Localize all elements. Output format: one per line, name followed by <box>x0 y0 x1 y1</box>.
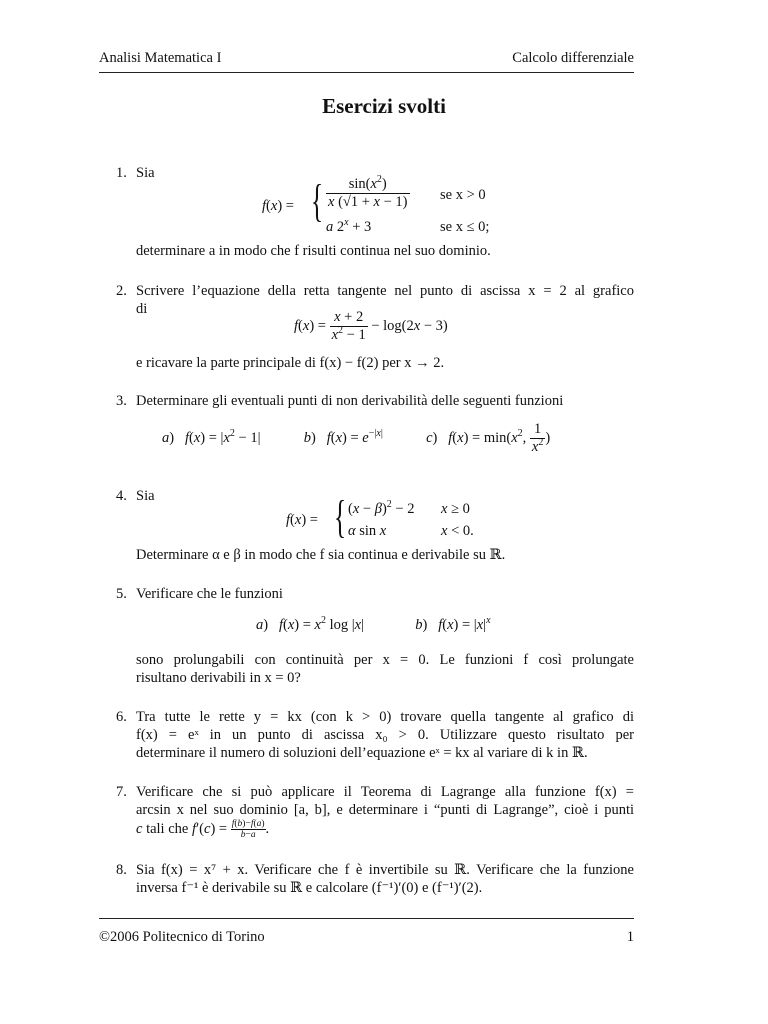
exercise-1-text: determinare a in modo che f risulti continua nel suo dominio. <box>136 243 491 259</box>
exercise-7-number: 7. <box>116 784 127 800</box>
exercise-1-case2-condition: se x ≤ 0; <box>440 219 490 235</box>
header-right: Calcolo differenziale <box>512 50 634 66</box>
exercise-2-line1: Scrivere l’equazione della retta tangente nel punto di ascissa x = 2 al grafico <box>136 283 634 299</box>
exercise-2-formula: f(x) = $\frac{x + 2}{x^2 - 1}$ − log(2x − 3) <box>294 309 448 343</box>
exercise-6-line3: determinare il numero di soluzioni dell’equazione eˣ = kx al variare di k in ℝ. <box>136 745 588 761</box>
page-title: Esercizi svolti <box>322 94 446 118</box>
exercise-4-number: 4. <box>116 488 127 504</box>
exercise-7-line1: Verificare che si può applicare il Teorema di Lagrange alla funzione f(x) = <box>136 784 634 800</box>
exercise-5-line2: sono prolungabili con continuità per x = 0. Le funzioni f così prolungate <box>136 652 634 668</box>
exercise-4-text: Determinare α e β in modo che f sia continua e derivabile su ℝ. <box>136 547 506 563</box>
exercise-8-line2: inversa f⁻¹ è derivabile su ℝ e calcolare (f⁻¹)′(0) e (f⁻¹)′(2). <box>136 880 483 896</box>
exercise-5-line1: Verificare che le funzioni <box>136 586 283 602</box>
exercise-4-intro: Sia <box>136 488 155 504</box>
exercise-7-line3: c tali che f′(c) = $\frac{f(b)-f(a)}{b-a}$ . <box>136 819 270 840</box>
exercise-5-number: 5. <box>116 586 127 602</box>
exercise-5-formulas: a) $f(x) = x^2$ log |x| b) $f(x) = |x|^x$ <box>256 615 491 633</box>
exercise-3-line1: Determinare gli eventuali punti di non derivabilità delle seguenti funzioni <box>136 393 564 409</box>
exercise-1-number: 1. <box>116 165 127 181</box>
footer-left: ©2006 Politecnico di Torino <box>99 929 265 945</box>
header-left: Analisi Matematica I <box>99 50 222 66</box>
exercise-3-formulas: a) $f(x) = |x^2 - 1|$ b) $f(x) = e^{-|x|}$ c) $f(x) = \min(x^2$, $\frac{1}{x^2}$ ) <box>162 421 551 455</box>
exercise-6-number: 6. <box>116 709 127 725</box>
exercise-1-intro: Sia <box>136 165 155 181</box>
exercise-8-line1: Sia f(x) = x⁷ + x. Verificare che f è invertibile su ℝ. Verificare che la funzione <box>136 862 634 878</box>
exercise-7-line2: arcsin x nel suo dominio [a, b], e determinare i “punti di Lagrange”, cioè i punti <box>136 802 634 818</box>
exercise-5-line3: risultano derivabili in x = 0? <box>136 670 301 686</box>
exercise-8-number: 8. <box>116 862 127 878</box>
exercise-6-line2: f(x) = eˣ in un punto di ascissa x₀ > 0. Utilizzare questo risultato per <box>136 727 634 743</box>
exercise-2-line3: e ricavare la parte principale di f(x) − f(2) per x → 2. <box>136 355 445 371</box>
footer-rule <box>99 918 634 919</box>
exercise-1-case1-condition: se x > 0 <box>440 187 486 203</box>
exercise-3-number: 3. <box>116 393 127 409</box>
header-rule <box>99 72 634 73</box>
exercise-6-line1: Tra tutte le rette y = kx (con k > 0) trovare quella tangente al grafico di <box>136 709 634 725</box>
exercise-2-line2: di <box>136 301 148 317</box>
page-number: 1 <box>626 929 634 945</box>
exercise-2-number: 2. <box>116 283 127 299</box>
